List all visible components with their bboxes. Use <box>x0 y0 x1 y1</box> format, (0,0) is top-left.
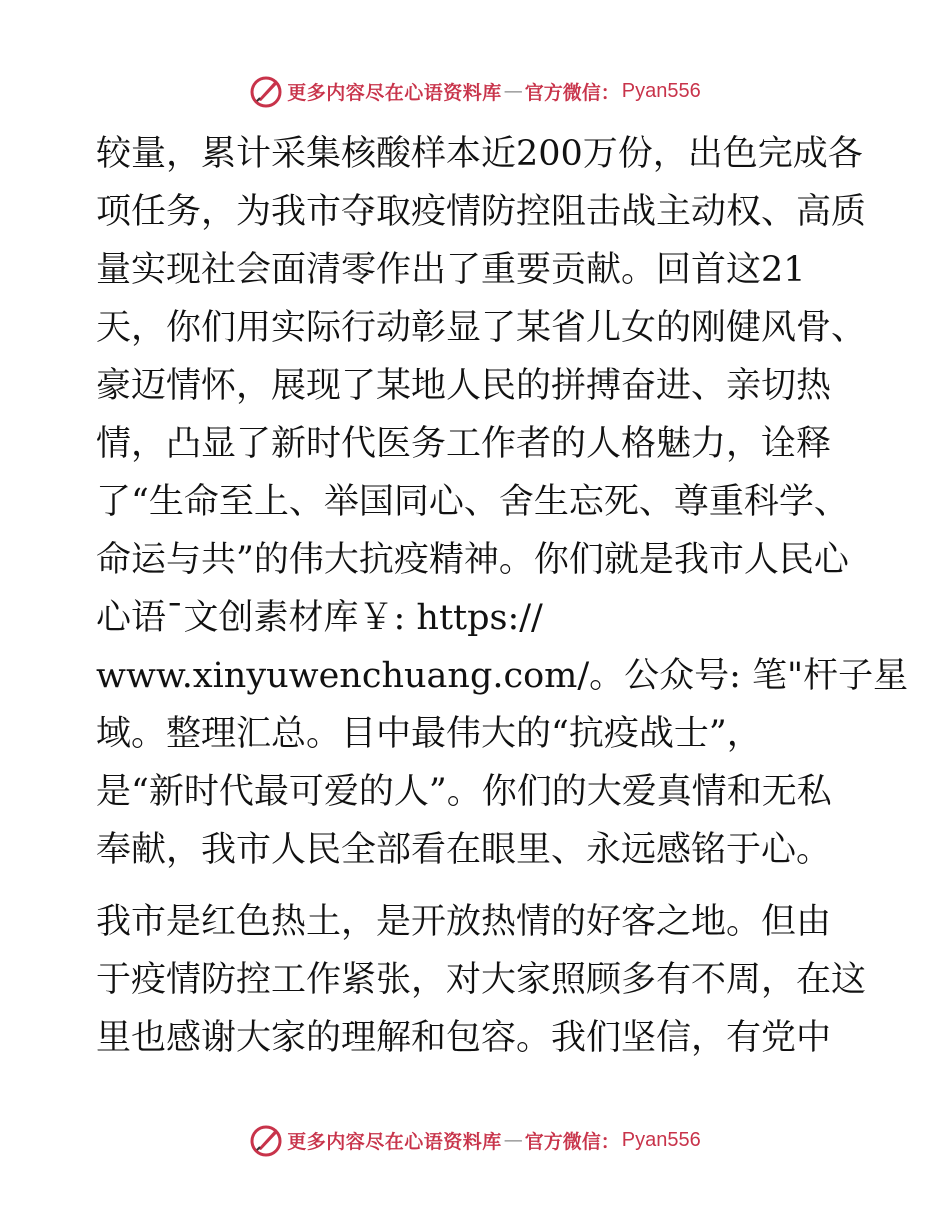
text-line: 奉献，我市人民全部看在眼里、永远感铭于心。 <box>96 830 832 870</box>
wechat-label: 官方微信： <box>524 81 620 104</box>
quill-pen-logo-icon <box>249 74 283 108</box>
text-line: 项任务，为我市夺取疫情防控阻击战主动权、高质 <box>96 192 867 232</box>
text-line: 命运与共”的伟大抗疫精神。你们就是我市人民心 <box>96 540 849 580</box>
promo-text: 更多内容尽在心语资料库 <box>287 81 502 104</box>
text-line: 心语¯文创素材库￥: https:// <box>96 598 543 638</box>
text-line: 天，你们用实际行动彰显了某省儿女的刚健风骨、 <box>96 308 867 348</box>
footer-banner <box>0 1120 950 1160</box>
wechat-id: Pyan556 <box>621 79 701 102</box>
text-line: 情，凸显了新时代医务工作者的人格魅力，诠释 <box>96 424 832 464</box>
text-line: 了“生命至上、举国同心、舍生忘死、尊重科学、 <box>96 482 849 522</box>
text-line: 较量，累计采集核酸样本近200万份，出色完成各 <box>96 134 863 174</box>
wechat-label: 官方微信： <box>524 1130 620 1153</box>
text-line: 里也感谢大家的理解和包容。我们坚信，有党中 <box>96 1018 832 1058</box>
header-banner <box>0 71 950 111</box>
text-line-url: www.xinyuwenchuang.com/。公众号: 笔"杆子星 <box>96 656 909 696</box>
text-line: 域。整理汇总。目中最伟大的“抗疫战士”， <box>96 714 762 754</box>
paragraph-start-line: 我市是红色热土，是开放热情的好客之地。但由 <box>96 902 832 942</box>
wechat-id: Pyan556 <box>621 1128 701 1151</box>
text-line: 是“新时代最可爱的人”。你们的大爱真情和无私 <box>96 772 832 812</box>
quill-pen-logo-icon <box>249 1123 283 1157</box>
banner-dash: — <box>503 80 523 102</box>
text-line: 量实现社会面清零作出了重要贡献。回首这21 <box>96 250 806 290</box>
text-line: 豪迈情怀，展现了某地人民的拼搏奋进、亲切热 <box>96 366 832 406</box>
body-text <box>96 125 909 1067</box>
banner-dash: — <box>503 1129 523 1151</box>
promo-text: 更多内容尽在心语资料库 <box>287 1130 502 1153</box>
text-line: 于疫情防控工作紧张，对大家照顾多有不周，在这 <box>96 960 867 1000</box>
